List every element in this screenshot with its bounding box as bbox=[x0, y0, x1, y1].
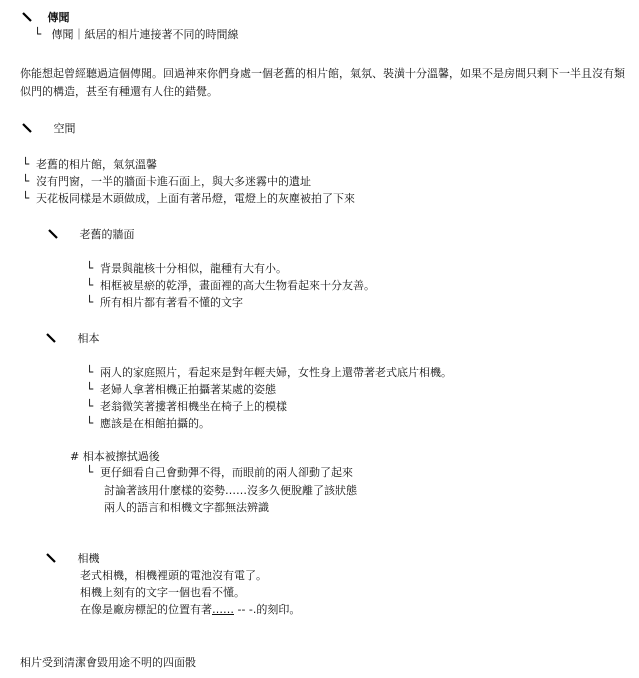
space-item-text: 沒有門窗，一半的牆面卡進石面上，與大多迷霧中的遺址 bbox=[36, 175, 311, 188]
photo-item-text: 應該是在相館拍攝的。 bbox=[100, 417, 210, 430]
wiped-line: 討論著該用什麼樣的姿勢……沒多久便脫離了該狀態 bbox=[104, 484, 357, 497]
header-title-row bbox=[22, 10, 70, 25]
photo-heading bbox=[46, 331, 100, 346]
wall-item-text: 背景與龍核十分相似，龍種有大有小。 bbox=[100, 262, 287, 275]
camera-title: 相機 bbox=[77, 552, 100, 565]
corner-bullet-icon: └ bbox=[22, 191, 30, 205]
footer-line: 相片受到清潔會毀用途不明的四面骰 bbox=[20, 656, 196, 669]
wall-item bbox=[86, 278, 375, 293]
wiped-title: # 相本被擦拭過後 bbox=[70, 450, 160, 463]
wiped-line: 兩人的語言和相機文字都無法辨識 bbox=[104, 501, 269, 514]
photo-item bbox=[86, 399, 287, 414]
space-item-text: 天花板同樣是木頭做成，上面有著吊燈，電燈上的灰塵被拍了下來 bbox=[36, 192, 355, 205]
intro-paragraph: 你能想起曾經聽過這個傳聞。回過神來你們身處一個老舊的相片館，氣氛、裝潢十分溫馨，如果不是房間只剩下一半且沒有類似門的構造，甚至有種還有人住的錯覺。 bbox=[20, 67, 625, 98]
wall-item-text: 相框被星瘀的乾淨，畫面裡的高大生物看起來十分友善。 bbox=[100, 279, 375, 292]
camera-mark-tail: -- -.的刻印。 bbox=[234, 603, 301, 616]
camera-line: 老式相機，相機裡頭的電池沒有電了。 bbox=[80, 569, 267, 582]
camera-line: 相機上刻有的文字一個也看不懂。 bbox=[80, 586, 245, 599]
header-title: 傳聞 bbox=[47, 11, 70, 24]
wall-item-text: 所有相片都有著看不懂的文字 bbox=[100, 296, 243, 309]
wall-heading bbox=[48, 227, 135, 242]
header-subtitle-row bbox=[34, 27, 239, 42]
corner-bullet-icon: └ bbox=[86, 465, 94, 479]
camera-line-text: 在像是廠房標記的位置有著 bbox=[80, 603, 212, 616]
corner-bullet-icon: └ bbox=[86, 382, 94, 396]
photo-item bbox=[86, 365, 452, 380]
photo-item-text: 老翁微笑著摟著相機坐在椅子上的模樣 bbox=[100, 400, 287, 413]
pen-icon bbox=[46, 552, 58, 564]
corner-bullet-icon: └ bbox=[86, 416, 94, 430]
pen-icon bbox=[46, 332, 58, 344]
wall-item bbox=[86, 261, 287, 276]
pen-icon bbox=[48, 228, 60, 240]
space-item bbox=[22, 191, 355, 206]
pen-icon bbox=[22, 122, 34, 134]
corner-bullet-icon: └ bbox=[86, 278, 94, 292]
corner-bullet-icon: └ bbox=[34, 27, 42, 41]
photo-item-text: 老婦人拿著相機正拍攝著某處的姿態 bbox=[100, 383, 276, 396]
corner-bullet-icon: └ bbox=[22, 157, 30, 171]
photo-item bbox=[86, 416, 210, 431]
photo-item bbox=[86, 382, 276, 397]
space-item bbox=[22, 157, 157, 172]
wiped-line bbox=[86, 465, 353, 480]
pen-icon bbox=[22, 11, 34, 23]
space-heading bbox=[22, 121, 76, 136]
corner-bullet-icon: └ bbox=[86, 399, 94, 413]
corner-bullet-icon: └ bbox=[86, 365, 94, 379]
space-item bbox=[22, 174, 311, 189]
wall-title: 老舊的牆面 bbox=[79, 228, 135, 241]
space-title: 空間 bbox=[53, 122, 76, 135]
corner-bullet-icon: └ bbox=[86, 261, 94, 275]
camera-mark-obscured: …… bbox=[212, 603, 234, 616]
corner-bullet-icon: └ bbox=[22, 174, 30, 188]
space-item-text: 老舊的相片館，氣氛溫馨 bbox=[36, 158, 157, 171]
photo-item-text: 兩人的家庭照片，看起來是對年輕夫婦，女性身上還帶著老式底片相機。 bbox=[100, 366, 452, 379]
header-subtitle: 傳聞｜紙居的相片連接著不同的時間線 bbox=[51, 28, 239, 41]
camera-heading bbox=[46, 551, 100, 566]
photo-title: 相本 bbox=[77, 332, 100, 345]
corner-bullet-icon: └ bbox=[86, 295, 94, 309]
camera-line bbox=[80, 602, 300, 617]
wiped-line-text: 更仔細看自己會動彈不得，而眼前的兩人卻動了起來 bbox=[100, 466, 353, 479]
wall-item bbox=[86, 295, 243, 310]
